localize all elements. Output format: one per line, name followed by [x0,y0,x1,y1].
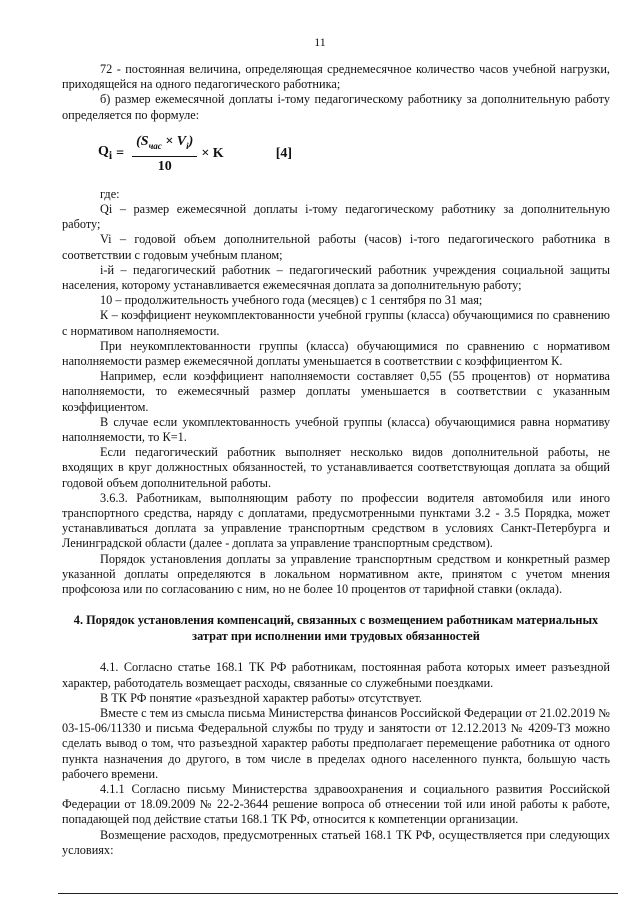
paragraph: К – коэффициент неукомплектованности учебной группы (класса) обучающимися по сравнению с нормативом наполняемости. [62,308,610,338]
formula-fraction [132,134,197,174]
page-body [62,62,610,858]
formula-lhs: $Q_i$ [98,144,113,163]
paragraph: где: [100,186,120,201]
formula-times-k: × K [201,146,224,162]
bottom-rule [58,893,618,894]
paragraph: В ТК РФ понятие «разъездной характер работы» отсутствует. [100,690,422,705]
paragraph: Например, если коэффициент наполняемости составляет 0,55 (55 процентов) от норматива наполняемости, то ежемесячный размер доплаты уменьшается в соответствии с указанным коэффициентом. [62,369,610,414]
formula-numerator: $(S_{час} \times V_i)$ [132,134,197,157]
paragraph: 4.1. Согласно статье 168.1 ТК РФ работникам, постоянная работа которых имеет разъездной характер, работодатель возмещает расходы, связанные со служебными поездками. [62,660,610,690]
paragraph: Если педагогический работник выполняет несколько видов дополнительной работы, не входящих в круг должностных обязанностей, то устанавливается соответствующая доплата за общий годовой объем дополнительной работы. [62,445,610,490]
formula-equals: = [116,146,125,162]
paragraph: Vi – годовой объем дополнительной работы (часов) i-того педагогического работника в соответствии с годовым учебным планом; [62,232,610,262]
formula-number: [4] [275,146,293,162]
formula-denominator: 10 [157,158,172,174]
paragraph: i-й – педагогический работник – педагогический работник учреждения социальной защиты населения, которому устанавливается ежемесячная доплата за дополнительную работу; [62,262,610,293]
page-number: 11 [314,35,326,49]
paragraph: Возмещение расходов, предусмотренных статьей 168.1 ТК РФ, осуществляется при следующих условиях: [62,827,610,857]
paragraph: Порядок установления доплаты за управление транспортным средством и конкретный размер указанной доплаты определяются в локальном нормативном акте, принятом с учетом мнения профсоюза или по согласованию с ним, но не более 10 процентов от тарифной ставки (оклада). [62,551,610,597]
paragraph: б) размер ежемесячной доплаты i-тому педагогическому работнику за дополнительную работу определяется по формуле: [62,92,610,122]
paragraph: 10 – продолжительность учебного года (месяцев) с 1 сентября по 31 мая; [100,293,483,308]
paragraph: Qi – размер ежемесячной доплаты i-тому педагогическому работнику за дополнительную работу; [62,202,610,232]
section-heading: 4. Порядок установления компенсаций, связанных с возмещением работникам материальных затрат при исполнении ими трудовых обязанностей [73,613,599,644]
paragraph: В случае если укомплектованность учебной группы (класса) обучающимися равна нормативу наполняемости, то К=1. [62,414,610,445]
paragraph: При неукомплектованности группы (класса) обучающимися по сравнению с нормативом наполняемости размер ежемесячной доплаты уменьшается в соответствии с коэффициентом К. [62,338,610,369]
paragraph: 4.1.1 Согласно письму Министерства здравоохранения и социального развития Российской Федерации от 18.09.2009 № 22-2-3644 решение вопроса об отнесении той или иной работы к работе, попадающей под действие статьи 168.1 ТК РФ, относится к компетенции организации. [62,781,610,827]
formula [98,131,610,177]
paragraph: Вместе с тем из смысла письма Министерства финансов Российской Федерации от 21.02.2019 № 03-15-06/11330 и письма Федеральной службы по труду и занятости от 12.12.2013 № 4209-ТЗ можно сделать вывод о том, что разъездной характер работы предполагает перемещение работника от одного пункта назначения до другого, в том числе в пределах одного населенного пункта, большую часть рабочего времени. [62,705,610,781]
paragraph: 72 - постоянная величина, определяющая среднемесячное количество часов учебной нагрузки, приходящейся на одного педагогического работника; [62,62,610,92]
paragraph: 3.6.3. Работникам, выполняющим работу по профессии водителя автомобиля или иного транспортного средства, наряду с доплатами, предусмотренными пунктами 3.2 - 3.5 Порядка, может устанавливаться доплата за управление транспортным средством в условиях Санкт-Петербурга и Ленинградской области (далее - доплата за управление транспортным средством). [62,490,610,551]
